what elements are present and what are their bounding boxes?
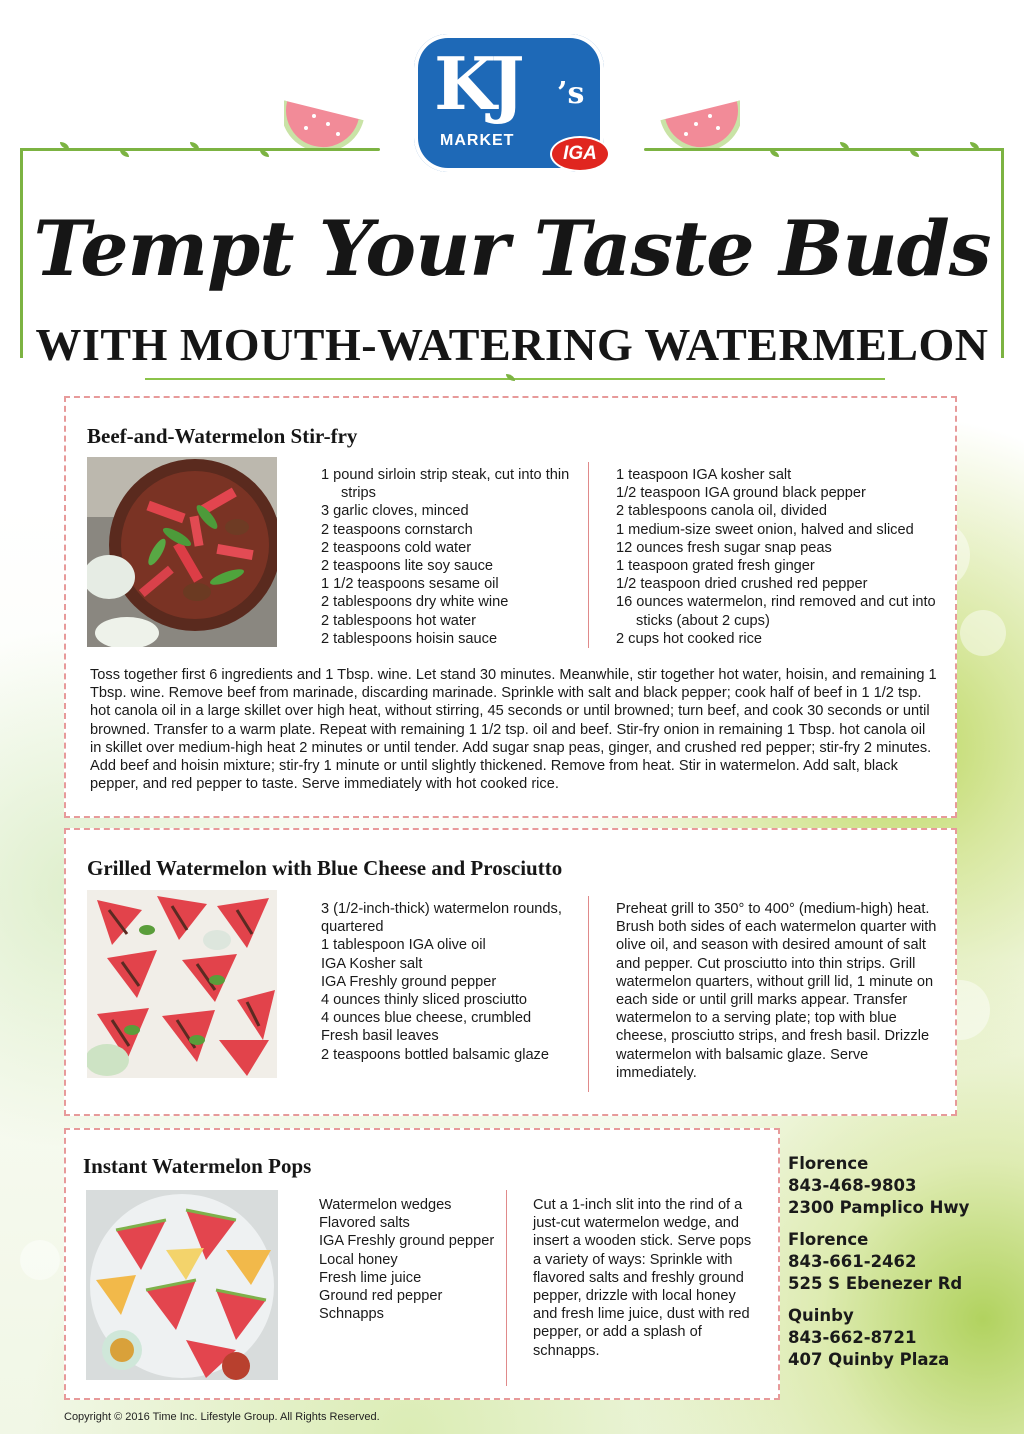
watermelon-pops-photo — [86, 1190, 278, 1380]
stir-fry-photo — [87, 457, 277, 647]
ingredient-item: 1 1/2 teaspoons sesame oil — [321, 576, 499, 593]
grilled-watermelon-photo — [87, 890, 277, 1078]
column-divider — [506, 1190, 507, 1386]
kjs-market-logo — [414, 34, 604, 172]
logo-text: KJ — [434, 41, 519, 126]
ingredient-item: 2 teaspoons cold water — [321, 539, 472, 556]
leaf-icon — [910, 150, 919, 157]
ingredients-right — [616, 466, 936, 648]
store-city: Florence — [788, 1154, 869, 1173]
store-phone: 843-662-8721 — [788, 1328, 917, 1347]
watermelon-slice-icon — [660, 86, 740, 148]
leaf-icon — [120, 150, 129, 157]
recipe-title: Beef-and-Watermelon Stir-fry — [87, 424, 358, 448]
store-entry — [788, 1305, 1018, 1371]
store-city: Florence — [788, 1230, 869, 1249]
recipe-card-grilled-watermelon — [64, 828, 957, 1116]
ingredient-item: IGA Freshly ground pepper — [321, 973, 497, 990]
ingredient-item: Ground red pepper — [319, 1288, 443, 1305]
ingredient-item: 4 ounces thinly sliced prosciutto — [321, 992, 528, 1009]
ingredient-item: 2 teaspoons bottled balsamic glaze — [321, 1046, 549, 1063]
ingredient-item: 1 medium-size sweet onion, halved and sliced — [616, 521, 914, 538]
leaf-icon — [260, 150, 269, 157]
ingredient-item: 12 ounces fresh sugar snap peas — [616, 539, 832, 556]
store-address: 407 Quinby Plaza — [788, 1350, 950, 1369]
watermelon-slice-icon — [284, 86, 364, 148]
recipe-title: Grilled Watermelon with Blue Cheese and Prosciutto — [87, 856, 563, 880]
page-title: Tempt Your Taste Buds — [33, 204, 991, 293]
ingredients-list — [321, 900, 583, 1064]
ingredient-item: Fresh lime juice — [319, 1269, 422, 1286]
ingredient-item: 4 ounces blue cheese, crumbled — [321, 1010, 532, 1027]
store-entry — [788, 1229, 1018, 1295]
ingredient-item: 1 teaspoon IGA kosher salt — [616, 467, 792, 483]
page-subtitle: WITH MOUTH-WATERING WATERMELON — [35, 319, 989, 370]
ingredient-item: Flavored salts — [319, 1215, 410, 1232]
ingredient-item: 2 tablespoons canola oil, divided — [616, 503, 827, 520]
ingredient-item: 3 (1/2-inch-thick) watermelon rounds, quartered — [321, 901, 562, 936]
ingredient-item: 1 pound sirloin strip steak, cut into thin strips — [321, 467, 570, 502]
iga-badge: IGA — [550, 136, 610, 172]
recipe-title: Instant Watermelon Pops — [83, 1154, 312, 1178]
ingredient-item: Local honey — [319, 1251, 398, 1268]
recipe-directions: Toss together first 6 ingredients and 1 Tbsp. wine. Let stand 30 minutes. Meanwhile, stir together hot water, hoisin, and remaining 1 Tbsp. wine. Remove beef from marinade, discarding marinade. Sprinkle with salt and black pepper; cook half of beef in 1 1/2 tsp. hot canola oil in a large skillet over high heat, without stirring, 45 seconds or until browned; turn beef, and cook 30 seconds or until browned. Transfer to a warm plate. Repeat with remaining 1 1/2 tsp. oil and beef. Stir-fry onion in remaining 1 Tbsp. hot canola oil in skillet over medium-high heat 2 minutes or until tender. Add sugar snap peas, ginger, and crushed red pepper; stir-fry 2 minutes. Add beef and hoisin mixture; stir-fry 1 minute or until slightly thickened. Remove from heat. Stir in watermelon. Add salt, black pepper, and red pepper to taste. Serve immediately with hot cooked rice. — [90, 667, 937, 793]
ingredient-item: IGA Kosher salt — [321, 955, 423, 972]
bokeh-circle — [20, 1240, 60, 1280]
ingredient-item: IGA Freshly ground pepper — [319, 1233, 495, 1250]
ingredient-item: 3 garlic cloves, minced — [321, 503, 469, 520]
ingredient-item: 2 teaspoons cornstarch — [321, 521, 473, 538]
recipe-card-watermelon-pops — [64, 1128, 780, 1400]
column-divider — [588, 462, 589, 648]
logo-suffix: ’s — [557, 76, 585, 111]
ingredient-item: 2 teaspoons lite soy sauce — [321, 558, 493, 575]
copyright-notice: Copyright © 2016 Time Inc. Lifestyle Group. All Rights Reserved. — [64, 1411, 380, 1423]
recipe-directions: Cut a 1-inch slit into the rind of a just-cut watermelon wedge, and insert a wooden stick. Serve pops a variety of ways: Sprinkle with flavored salts and freshly ground pepper, drizzle with local honey and fresh lime juice, dust with red pepper, or add a splash of schnapps. — [533, 1197, 752, 1359]
ingredient-item: 2 tablespoons hot water — [321, 612, 476, 629]
store-address: 525 S Ebenezer Rd — [788, 1274, 963, 1293]
recipe-card-stir-fry — [64, 396, 957, 818]
leaf-icon — [770, 150, 779, 157]
ingredient-item: Fresh basil leaves — [321, 1028, 439, 1045]
ingredients-list — [319, 1196, 519, 1323]
ingredient-item: 2 cups hot cooked rice — [616, 630, 763, 647]
ingredient-item: Schnapps — [319, 1306, 384, 1323]
store-entry — [788, 1153, 1018, 1219]
store-phone: 843-468-9803 — [788, 1176, 917, 1195]
store-locations — [788, 1153, 1018, 1381]
store-address: 2300 Pamplico Hwy — [788, 1198, 970, 1217]
title-divider — [145, 378, 885, 380]
ingredient-item: 1/2 teaspoon dried crushed red pepper — [616, 576, 868, 593]
ingredient-item: 1 tablespoon IGA olive oil — [321, 937, 486, 954]
vine-left — [20, 148, 380, 151]
ingredient-item: 16 ounces watermelon, rind removed and cut into sticks (about 2 cups) — [616, 594, 936, 629]
recipe-directions: Preheat grill to 350° to 400° (medium-high) heat. Brush both sides of each watermelon quarter with olive oil, and season with desired amount of salt and pepper. Cut prosciutto into thin strips. Grill watermelon quarters, without grill lid, 1 minute on each side or until grill marks appear. Transfer watermelon to a serving plate; top with blue cheese, prosciutto strips, and fresh basil. Drizzle watermelon with balsamic glaze. Serve immediately. — [616, 901, 937, 1081]
vine-right — [644, 148, 1004, 151]
store-city: Quinby — [788, 1306, 854, 1325]
ingredient-item: 1 teaspoon grated fresh ginger — [616, 558, 815, 575]
bokeh-circle — [960, 610, 1006, 656]
store-phone: 843-661-2462 — [788, 1252, 917, 1271]
logo-market-label: MARKET — [440, 132, 515, 149]
ingredient-item: Watermelon wedges — [319, 1197, 452, 1213]
ingredient-item: 2 tablespoons dry white wine — [321, 594, 509, 611]
ingredients-left — [321, 466, 586, 648]
ingredient-item: 1/2 teaspoon IGA ground black pepper — [616, 485, 866, 502]
column-divider — [588, 896, 589, 1092]
ingredient-item: 2 tablespoons hoisin sauce — [321, 630, 498, 647]
